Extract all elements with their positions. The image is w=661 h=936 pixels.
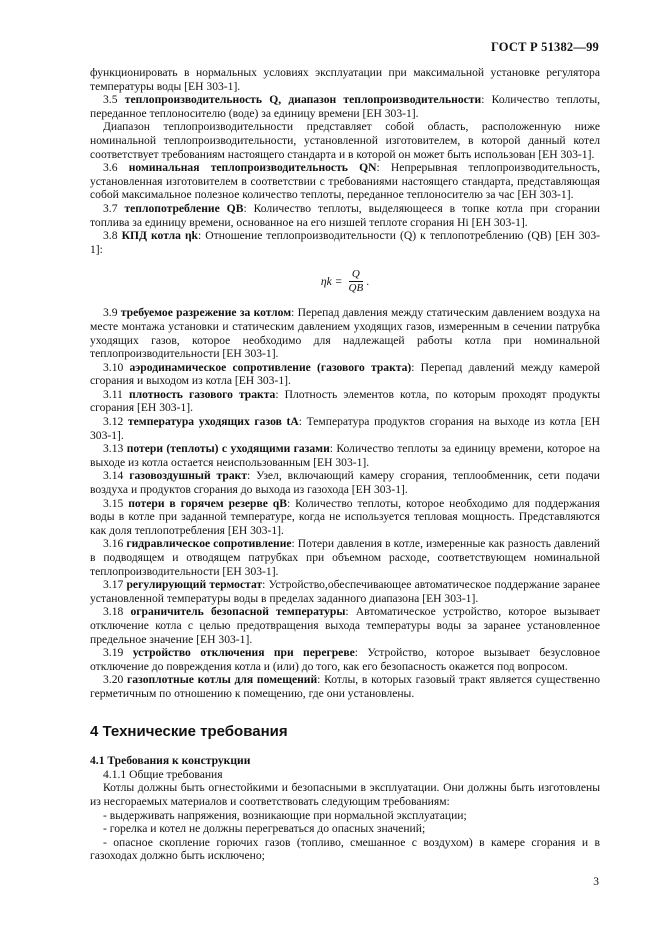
term-name: устройство отключения при перегреве (132, 646, 355, 660)
section-title: 4 Технические требования (90, 722, 288, 740)
term-paragraph (90, 469, 600, 496)
term-definition: : Температура продуктов сгорания на выходе из котла [EH 303-1]. (90, 415, 600, 442)
term-number: 3.19 (103, 646, 124, 660)
term-name: потери в горячем резерве qB (128, 496, 287, 510)
term-name: плотность газового тракта (128, 387, 276, 401)
document-header: ГОСТ Р 51382—99 (490, 40, 599, 54)
requirements-list (90, 809, 600, 863)
term-name: КПД котла ηk (121, 229, 198, 243)
term-name: ограничитель безопасной температуры (130, 605, 346, 619)
term-definition: Диапазон теплопроизводительности представляет собой область, расположенную ниже номинальной теплопроизводительности, установленной изготовителем, в которой данный котел соответствует требованиям настоящего стандарта и в которой он может быть использован [EH 303-1]. (90, 120, 600, 161)
term-number: 3.9 (103, 306, 118, 320)
term-name: теплопотребление QB (124, 201, 244, 215)
requirement-item: - горелка и котел не должны перегреваться до опасных значений; (103, 822, 426, 836)
term-number: 3.17 (103, 578, 124, 592)
term-paragraph (90, 306, 600, 360)
continuation-paragraph: функционировать в нормальных условиях эксплуатации при максимальной установке регулятора температуры воды [EH 303-1]. (90, 66, 600, 93)
efficiency-formula (90, 264, 600, 298)
term-paragraph (90, 497, 600, 538)
term-definition: : Устройство, которое вызывает безусловное отключение до повреждения котла и (или) до того, как его безопасность окажется под вопросом. (90, 646, 600, 673)
term-paragraph (90, 537, 600, 578)
term-definition: : Плотность элементов котла, по которым проходят продукты сгорания [EH 303-1]. (90, 387, 601, 415)
requirement-item: - опасное скопление горючих газов (топливо, смешанное с воздухом) в камере сгорания и в газоходах должно быть исключено; (90, 835, 600, 863)
term-name: гидравлическое сопротивление (126, 537, 292, 551)
term-paragraph (90, 673, 600, 700)
term-definition: : Потери давления в котле, измеренные как разность давлений в подводящем и отводящем патрубках при объемном расходе, соответствующем номинальной теплопроизводительности [EH 303-1]. (90, 537, 600, 578)
term-number: 3.6 (103, 161, 118, 175)
term-number: 3.13 (103, 442, 124, 456)
term-number: 3.15 (103, 496, 124, 510)
subsection-4-1: 4.1 Требования к конструкции (90, 754, 251, 768)
term-definition: : Количество теплоты, выделяющееся в топке котла при сгорании топлива за единицу времени, основанное на его низшей теплоте сгорания Hi [EH 303-1]. (90, 201, 600, 229)
term-definition: : Устройство,обеспечивающее автоматическое поддержание заранее установленной температуры воды в пределах заданного диапазона [EH 303-1]. (90, 578, 600, 605)
term-definition: : Перепад давления между статическим давлением воздуха на месте монтажа установки и статическим давлением уходящих газов, измеренным в сечении патрубка уходящих газов, которое необходимо для надлежащей работы котла при номинальной теплопроизводительности [EH 303-1]. (90, 306, 601, 361)
term-paragraph (90, 388, 600, 415)
term-number: 3.14 (103, 469, 124, 483)
term-paragraph (90, 202, 600, 229)
term-name: потери (теплоты) с уходящими газами (126, 442, 330, 456)
term-paragraph (90, 361, 600, 388)
term-name: газовоздушный тракт (129, 469, 248, 483)
term-number: 3.7 (103, 201, 118, 215)
term-number: 3.5 (103, 93, 118, 107)
term-name: газоплотные котлы для помещений (127, 673, 318, 687)
formula-numerator: Q (349, 268, 363, 282)
term-definition: : Узел, включающий камеру сгорания, теплообменник, сети подачи воздуха и продуктов сгорания до выхода из газохода [EH 303-1]. (90, 469, 600, 497)
term-paragraph (90, 605, 600, 646)
formula-lhs: ηk = (320, 274, 343, 288)
term-definition: : Котлы, в которых газовый тракт является существенно герметичным по отношению к помещению, где они установлены. (90, 673, 600, 700)
requirements-intro: Котлы должны быть огнестойкими и безопасными в эксплуатации. Они должны быть изготовлены из несгораемых материалов и соответствовать следующим требованиям: (90, 781, 600, 808)
term-number: 3.10 (103, 360, 124, 374)
term-name: аэродинамическое сопротивление (газового тракта) (129, 360, 412, 374)
term-paragraph (90, 93, 600, 120)
term-paragraph (90, 161, 600, 202)
term-name: требуемое разрежение за котлом (120, 306, 292, 320)
term-number: 3.20 (103, 673, 124, 687)
formula-tail: . (366, 274, 370, 288)
terms-list-2 (90, 306, 600, 700)
term-name: температура уходящих газов tA (127, 415, 299, 429)
term-definition: : Количество теплоты, переданное теплоносителю (воде) за единицу времени [EH 303-1]. (90, 93, 601, 120)
term-name: номинальная теплопроизводительность QN (128, 161, 377, 175)
term-paragraph (90, 120, 600, 161)
term-paragraph (90, 229, 600, 256)
term-definition: : Автоматическое устройство, которое вызывает отключение котла с целью предотвращения выхода температуры воды за заранее установленное предельное значение [EH 303-1]. (90, 605, 600, 646)
term-number: 3.18 (103, 605, 124, 619)
term-definition: : Количество теплоты, которое необходимо для поддержания воды в котле при заданной температуре, когда не используется тепловая мощность. Представляются как доля теплопотребления [EH 303-1]. (90, 496, 600, 537)
term-name: регулирующий термостат (126, 578, 263, 592)
term-paragraph (90, 578, 600, 605)
term-paragraph (90, 415, 600, 442)
term-number: 3.16 (103, 537, 124, 551)
term-number: 3.12 (103, 415, 124, 429)
term-definition: : Отношение теплопроизводительности (Q) к теплопотреблению (QB) [EH 303-1]: (90, 229, 601, 256)
formula-fraction (349, 268, 364, 295)
term-definition: : Перепад давлений между камерой сгорания и выходом из котла [EH 303-1]. (90, 360, 600, 388)
term-paragraph (90, 646, 600, 673)
term-number: 3.8 (103, 229, 118, 243)
page-number: 3 (593, 876, 599, 889)
requirement-item: - выдерживать напряжения, возникающие при нормальной эксплуатации; (103, 808, 467, 822)
term-definition: : Количество теплоты за единицу времени, которое на выходе из котла остается неиспользованным [EH 303-1]. (90, 442, 600, 469)
term-paragraph (90, 442, 600, 469)
formula-denominator: QB (348, 281, 364, 294)
page-content (90, 66, 600, 863)
subsection-4-1-1: 4.1.1 Общие требования (103, 767, 223, 781)
terms-list-1 (90, 93, 600, 256)
term-definition: : Непрерывная теплопроизводительность, установленная изготовителем в соответствии с требованиями настоящего стандарта, представляющая собой максимальное полезное количество теплоты, переданное теплоносителю за час [EH 303-1]. (90, 161, 600, 202)
term-number: 3.11 (103, 387, 123, 401)
term-name: теплопроизводительность Q, диапазон теплопроизводительности (124, 93, 482, 107)
